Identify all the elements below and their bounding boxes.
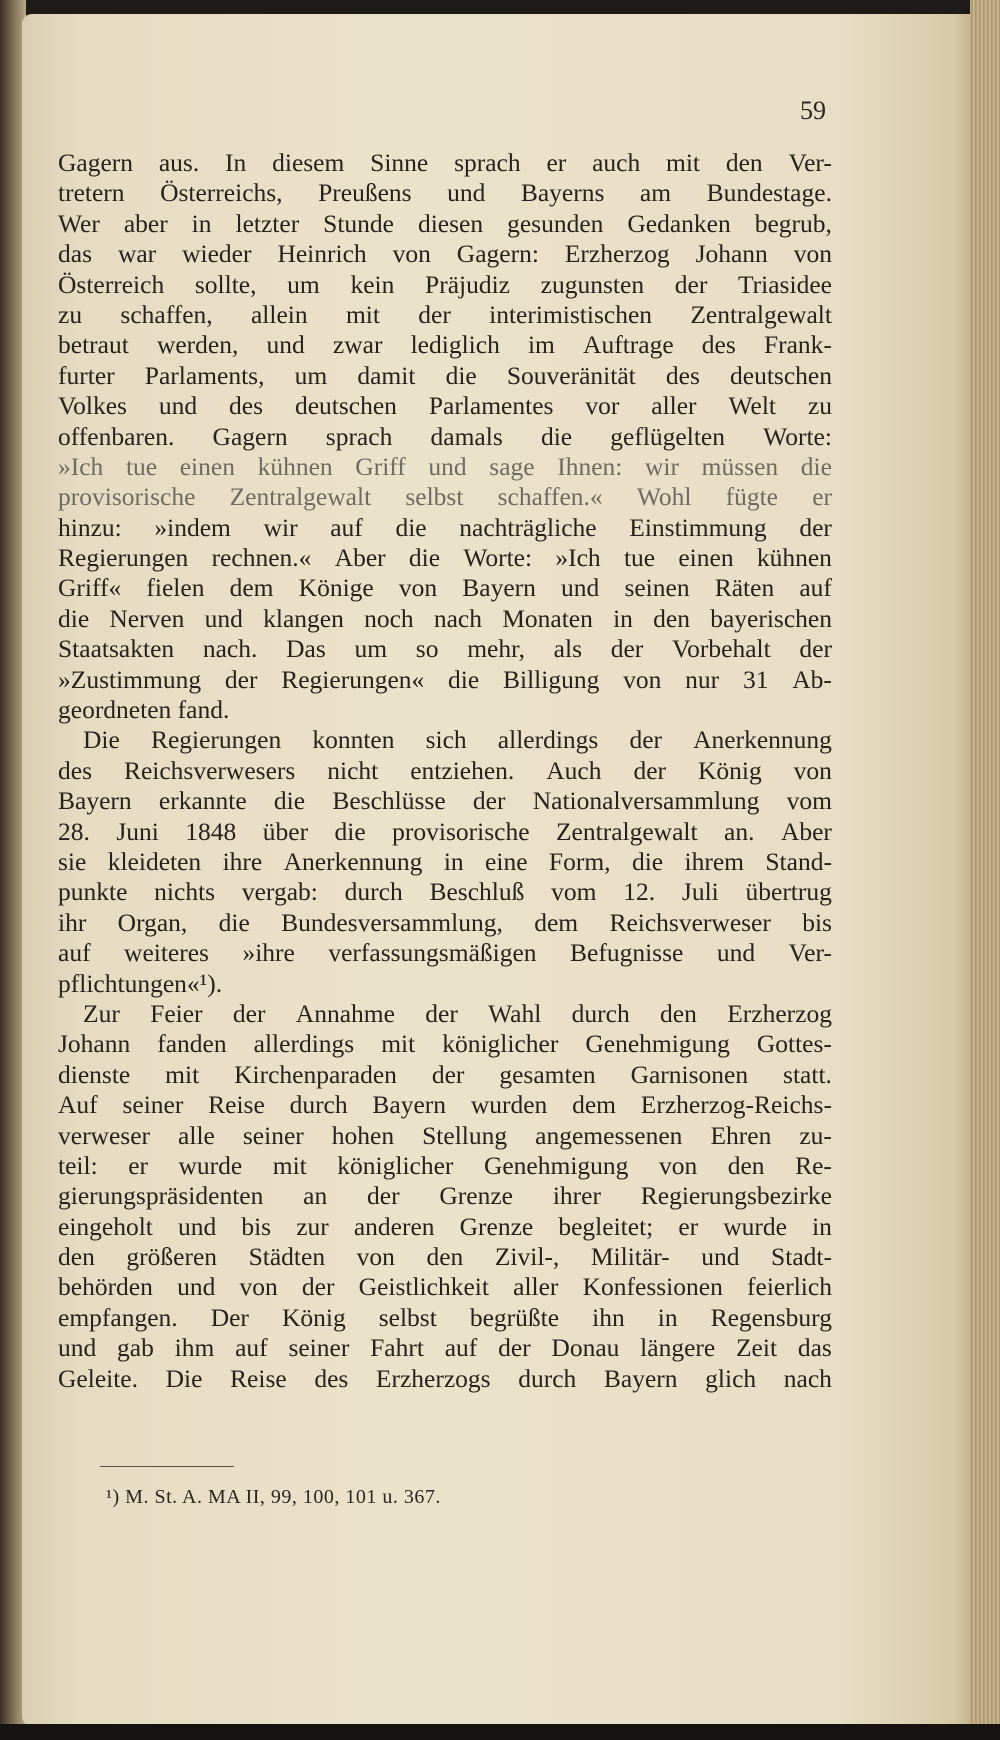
text-line: das war wieder Heinrich von Gagern: Erzherzog Johann von [58,239,832,269]
body-text [58,148,832,1394]
text-line: Wer aber in letzter Stunde diesen gesunden Gedanken begrub, [58,208,832,238]
text-line: den größeren Städten von den Zivil-, Militär- und Stadt- [58,1242,832,1272]
text-line: tretern Österreichs, Preußens und Bayerns am Bundestage. [58,178,832,208]
page-stack-edge [970,0,1000,1740]
text-line: Regierungen rechnen.« Aber die Worte: »Ich tue einen kühnen [58,543,832,573]
text-line: punkte nichts vergab: durch Beschluß vom 12. Juli übertrug [58,877,832,907]
text-line: Auf seiner Reise durch Bayern wurden dem Erzherzog-Reichs- [58,1090,832,1120]
text-line: Die Regierungen konnten sich allerdings der Anerkennung [83,725,832,755]
text-line: Zur Feier der Annahme der Wahl durch den Erzherzog [83,998,832,1028]
text-line: Johann fanden allerdings mit königlicher Genehmigung Gottes- [58,1029,832,1059]
text-line: offenbaren. Gagern sprach damals die geflügelten Worte: [58,421,832,451]
footnote: ¹) M. St. A. MA II, 99, 100, 101 u. 367. [106,1486,441,1508]
text-line: betraut werden, und zwar lediglich im Auftrage des Frank- [58,330,832,360]
text-line: 28. Juni 1848 über die provisorische Zentralgewalt an. Aber [58,816,832,846]
text-line: »Ich tue einen kühnen Griff und sage Ihnen: wir müssen die [58,451,832,481]
text-line: Bayern erkannte die Beschlüsse der Nationalversammlung vom [58,786,832,816]
text-line: dienste mit Kirchenparaden der gesamten Garnisonen statt. [58,1059,832,1089]
text-line: furter Parlaments, um damit die Souveränität des deutschen [58,360,832,390]
text-line: und gab ihm auf seiner Fahrt auf der Donau längere Zeit das [58,1333,832,1363]
text-line: pflichtungen«¹). [58,968,223,998]
text-line: geordneten fand. [58,695,230,725]
text-line: des Reichsverwesers nicht entziehen. Auch der König von [58,755,832,785]
text-line: empfangen. Der König selbst begrüßte ihn in Regensburg [58,1302,832,1332]
text-line: sie kleideten ihre Anerkennung in eine Form, die ihrem Stand- [58,846,832,876]
text-line: behörden und von der Geistlichkeit aller Konfessionen feierlich [58,1272,832,1302]
text-line: »Zustimmung der Regierungen« die Billigung von nur 31 Ab- [58,664,832,694]
scan-bottom-border [0,1724,1000,1740]
text-line: hinzu: »indem wir auf die nachträgliche Einstimmung der [58,512,832,542]
text-line: Staatsakten nach. Das um so mehr, als der Vorbehalt der [58,634,832,664]
text-line: Geleite. Die Reise des Erzherzogs durch Bayern glich nach [58,1363,832,1393]
text-line: auf weiteres »ihre verfassungsmäßigen Befugnisse und Ver- [58,938,832,968]
text-line: verweser alle seiner hohen Stellung angemessenen Ehren zu- [58,1120,832,1150]
page-number: 59 [800,96,826,125]
footnote-divider [100,1466,234,1467]
text-line: die Nerven und klangen noch nach Monaten in den bayerischen [58,603,832,633]
text-line: Volkes und des deutschen Parlamentes vor aller Welt zu [58,391,832,421]
text-line: teil: er wurde mit königlicher Genehmigung von den Re- [58,1150,832,1180]
text-line: Gagern aus. In diesem Sinne sprach er auch mit den Ver- [58,148,832,177]
text-line: provisorische Zentralgewalt selbst schaffen.« Wohl fügte er [58,482,832,512]
text-line: gierungspräsidenten an der Grenze ihrer Regierungsbezirke [58,1181,832,1211]
text-line: Griff« fielen dem Könige von Bayern und seinen Räten auf [58,573,832,603]
text-line: zu schaffen, allein mit der interimistischen Zentralgewalt [58,299,832,329]
text-line: Österreich sollte, um kein Präjudiz zugunsten der Triasidee [58,269,832,299]
text-line: ihr Organ, die Bundesversammlung, dem Reichsverweser bis [58,907,832,937]
text-line: eingeholt und bis zur anderen Grenze begleitet; er wurde in [58,1211,832,1241]
